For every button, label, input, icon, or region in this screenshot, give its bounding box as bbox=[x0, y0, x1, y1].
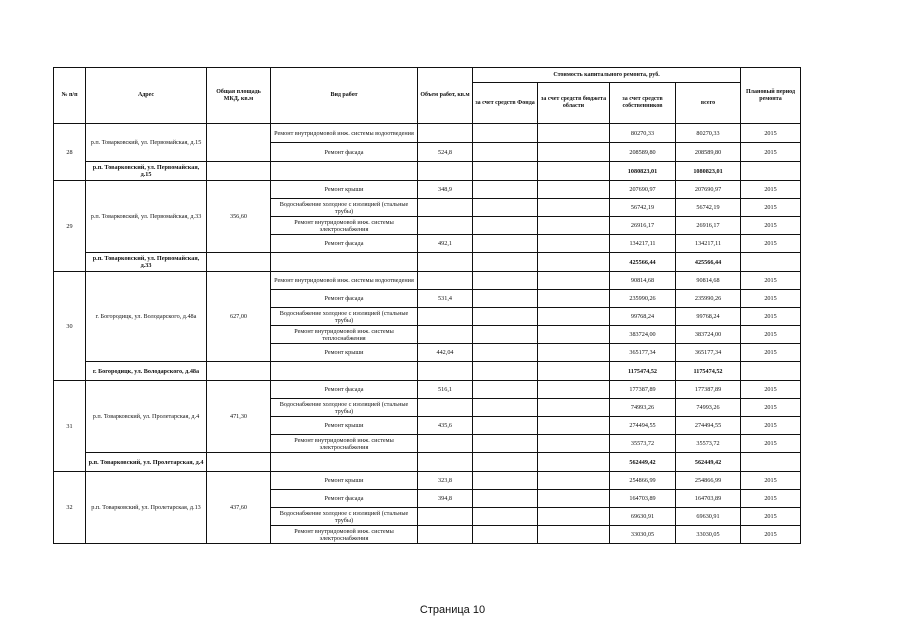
area-cell bbox=[207, 124, 271, 162]
header-area: Общая площадь МКД, кв.м bbox=[207, 68, 271, 124]
subtotal-region bbox=[538, 253, 610, 272]
volume-cell: 435,6 bbox=[418, 417, 473, 435]
total-cost-cell: 56742,19 bbox=[676, 199, 741, 217]
subtotal-address: г. Богородицк, ул. Володарского, д.48а bbox=[86, 362, 207, 381]
period-cell: 2015 bbox=[741, 417, 801, 435]
owners-cost-cell: 254866,99 bbox=[610, 472, 676, 490]
total-cost-cell: 177387,89 bbox=[676, 381, 741, 399]
owners-cost-cell: 164703,89 bbox=[610, 490, 676, 508]
fund-cell bbox=[473, 344, 538, 362]
work-type-cell: Водоснабжение холодное с изоляцией (стальные трубы) bbox=[271, 308, 418, 326]
work-type-cell: Ремонт крыши bbox=[271, 472, 418, 490]
region-budget-cell bbox=[538, 235, 610, 253]
region-budget-cell bbox=[538, 326, 610, 344]
subtotal-total: 1080823,01 bbox=[676, 162, 741, 181]
header-work-type: Вид работ bbox=[271, 68, 418, 124]
table-row bbox=[54, 381, 801, 399]
total-cost-cell: 99768,24 bbox=[676, 308, 741, 326]
total-cost-cell: 365177,34 bbox=[676, 344, 741, 362]
address-cell: р.п. Товарковский, ул. Пролетарская, д.4 bbox=[86, 381, 207, 453]
period-cell: 2015 bbox=[741, 272, 801, 290]
region-budget-cell bbox=[538, 344, 610, 362]
work-type-cell: Водоснабжение холодное с изоляцией (стальные трубы) bbox=[271, 199, 418, 217]
total-cost-cell: 274494,55 bbox=[676, 417, 741, 435]
period-cell: 2015 bbox=[741, 526, 801, 544]
address-cell: г. Богородицк, ул. Володарского, д.48а bbox=[86, 272, 207, 362]
fund-cell bbox=[473, 272, 538, 290]
volume-cell bbox=[418, 399, 473, 417]
work-type-cell: Ремонт внутридомовой инж. системы водоотведения bbox=[271, 272, 418, 290]
total-cost-cell: 80270,33 bbox=[676, 124, 741, 143]
address-cell: р.п. Товарковский, ул. Пролетарская, д.13 bbox=[86, 472, 207, 544]
work-type-cell: Ремонт фасада bbox=[271, 381, 418, 399]
work-type-cell: Ремонт внутридомовой инж. системы теплоснабжения bbox=[271, 326, 418, 344]
subtotal-total: 562449,42 bbox=[676, 453, 741, 472]
header-volume: Объем работ, кв.м bbox=[418, 68, 473, 124]
subtotal-work bbox=[271, 453, 418, 472]
volume-cell: 442,04 bbox=[418, 344, 473, 362]
volume-cell: 348,9 bbox=[418, 181, 473, 199]
table-row bbox=[54, 124, 801, 143]
fund-cell bbox=[473, 143, 538, 162]
total-cost-cell: 207690,97 bbox=[676, 181, 741, 199]
owners-cost-cell: 274494,55 bbox=[610, 417, 676, 435]
subtotal-row bbox=[54, 162, 801, 181]
owners-cost-cell: 26916,17 bbox=[610, 217, 676, 235]
subtotal-area bbox=[207, 253, 271, 272]
repair-plan-table bbox=[53, 67, 801, 544]
subtotal-period bbox=[741, 453, 801, 472]
period-cell: 2015 bbox=[741, 381, 801, 399]
header-address: Адрес bbox=[86, 68, 207, 124]
region-budget-cell bbox=[538, 308, 610, 326]
fund-cell bbox=[473, 526, 538, 544]
subtotal-region bbox=[538, 362, 610, 381]
row-number: 29 bbox=[54, 181, 86, 272]
region-budget-cell bbox=[538, 217, 610, 235]
fund-cell bbox=[473, 217, 538, 235]
period-cell: 2015 bbox=[741, 326, 801, 344]
total-cost-cell: 69630,91 bbox=[676, 508, 741, 526]
repair-plan-table-container bbox=[53, 67, 800, 544]
area-cell: 627,00 bbox=[207, 272, 271, 362]
table-row bbox=[54, 272, 801, 290]
subtotal-period bbox=[741, 253, 801, 272]
volume-cell bbox=[418, 308, 473, 326]
period-cell: 2015 bbox=[741, 124, 801, 143]
subtotal-fund bbox=[473, 453, 538, 472]
subtotal-fund bbox=[473, 162, 538, 181]
period-cell: 2015 bbox=[741, 217, 801, 235]
period-cell: 2015 bbox=[741, 199, 801, 217]
subtotal-row bbox=[54, 253, 801, 272]
region-budget-cell bbox=[538, 399, 610, 417]
subtotal-owners: 425566,44 bbox=[610, 253, 676, 272]
owners-cost-cell: 56742,19 bbox=[610, 199, 676, 217]
fund-cell bbox=[473, 435, 538, 453]
work-type-cell: Ремонт фасада bbox=[271, 235, 418, 253]
period-cell: 2015 bbox=[741, 290, 801, 308]
work-type-cell: Водоснабжение холодное с изоляцией (стальные трубы) bbox=[271, 399, 418, 417]
total-cost-cell: 26916,17 bbox=[676, 217, 741, 235]
region-budget-cell bbox=[538, 435, 610, 453]
work-type-cell: Ремонт фасада bbox=[271, 143, 418, 162]
owners-cost-cell: 33030,05 bbox=[610, 526, 676, 544]
area-cell: 437,60 bbox=[207, 472, 271, 544]
subtotal-owners: 1175474,52 bbox=[610, 362, 676, 381]
fund-cell bbox=[473, 472, 538, 490]
subtotal-work bbox=[271, 253, 418, 272]
subtotal-address: р.п. Товарковский, ул. Первомайская, д.15 bbox=[86, 162, 207, 181]
subtotal-volume bbox=[418, 453, 473, 472]
page-number: Страница 10 bbox=[419, 604, 486, 616]
owners-cost-cell: 99768,24 bbox=[610, 308, 676, 326]
work-type-cell: Ремонт внутридомовой инж. системы электроснабжения bbox=[271, 526, 418, 544]
fund-cell bbox=[473, 199, 538, 217]
region-budget-cell bbox=[538, 490, 610, 508]
volume-cell bbox=[418, 526, 473, 544]
total-cost-cell: 383724,00 bbox=[676, 326, 741, 344]
subtotal-address: р.п. Товарковский, ул. Пролетарская, д.4 bbox=[86, 453, 207, 472]
owners-cost-cell: 208589,80 bbox=[610, 143, 676, 162]
fund-cell bbox=[473, 124, 538, 143]
subtotal-volume bbox=[418, 162, 473, 181]
subtotal-total: 1175474,52 bbox=[676, 362, 741, 381]
subtotal-volume bbox=[418, 362, 473, 381]
period-cell: 2015 bbox=[741, 490, 801, 508]
owners-cost-cell: 90814,68 bbox=[610, 272, 676, 290]
subtotal-area bbox=[207, 362, 271, 381]
header-total: всего bbox=[676, 83, 741, 124]
total-cost-cell: 35573,72 bbox=[676, 435, 741, 453]
fund-cell bbox=[473, 308, 538, 326]
volume-cell: 516,1 bbox=[418, 381, 473, 399]
owners-cost-cell: 365177,34 bbox=[610, 344, 676, 362]
work-type-cell: Ремонт крыши bbox=[271, 344, 418, 362]
volume-cell bbox=[418, 326, 473, 344]
subtotal-region bbox=[538, 162, 610, 181]
header-period: Плановый период ремонта bbox=[741, 68, 801, 124]
period-cell: 2015 bbox=[741, 308, 801, 326]
table-row bbox=[54, 472, 801, 490]
region-budget-cell bbox=[538, 472, 610, 490]
owners-cost-cell: 383724,00 bbox=[610, 326, 676, 344]
volume-cell bbox=[418, 199, 473, 217]
owners-cost-cell: 35573,72 bbox=[610, 435, 676, 453]
total-cost-cell: 235990,26 bbox=[676, 290, 741, 308]
total-cost-cell: 134217,11 bbox=[676, 235, 741, 253]
subtotal-address: р.п. Товарковский, ул. Первомайская, д.33 bbox=[86, 253, 207, 272]
subtotal-period bbox=[741, 162, 801, 181]
period-cell: 2015 bbox=[741, 399, 801, 417]
work-type-cell: Ремонт крыши bbox=[271, 417, 418, 435]
period-cell: 2015 bbox=[741, 435, 801, 453]
owners-cost-cell: 235990,26 bbox=[610, 290, 676, 308]
fund-cell bbox=[473, 381, 538, 399]
owners-cost-cell: 74993,26 bbox=[610, 399, 676, 417]
work-type-cell: Ремонт крыши bbox=[271, 181, 418, 199]
subtotal-fund bbox=[473, 362, 538, 381]
subtotal-owners: 562449,42 bbox=[610, 453, 676, 472]
region-budget-cell bbox=[538, 143, 610, 162]
owners-cost-cell: 80270,33 bbox=[610, 124, 676, 143]
subtotal-work bbox=[271, 162, 418, 181]
row-number: 28 bbox=[54, 124, 86, 181]
region-budget-cell bbox=[538, 272, 610, 290]
header-owners: за счет средств собственников bbox=[610, 83, 676, 124]
area-cell: 356,60 bbox=[207, 181, 271, 253]
row-number: 30 bbox=[54, 272, 86, 381]
subtotal-area bbox=[207, 162, 271, 181]
region-budget-cell bbox=[538, 290, 610, 308]
region-budget-cell bbox=[538, 124, 610, 143]
work-type-cell: Ремонт внутридомовой инж. системы электроснабжения bbox=[271, 217, 418, 235]
owners-cost-cell: 134217,11 bbox=[610, 235, 676, 253]
volume-cell: 323,8 bbox=[418, 472, 473, 490]
subtotal-owners: 1080823,01 bbox=[610, 162, 676, 181]
volume-cell bbox=[418, 217, 473, 235]
fund-cell bbox=[473, 235, 538, 253]
fund-cell bbox=[473, 181, 538, 199]
fund-cell bbox=[473, 399, 538, 417]
volume-cell bbox=[418, 272, 473, 290]
work-type-cell: Ремонт фасада bbox=[271, 290, 418, 308]
subtotal-fund bbox=[473, 253, 538, 272]
subtotal-row bbox=[54, 453, 801, 472]
volume-cell: 394,8 bbox=[418, 490, 473, 508]
volume-cell bbox=[418, 435, 473, 453]
row-number: 31 bbox=[54, 381, 86, 472]
header-cost-group: Стоимость капитального ремонта, руб. bbox=[473, 68, 741, 83]
owners-cost-cell: 69630,91 bbox=[610, 508, 676, 526]
work-type-cell: Ремонт внутридомовой инж. системы водоотведения bbox=[271, 124, 418, 143]
volume-cell: 524,8 bbox=[418, 143, 473, 162]
total-cost-cell: 90814,68 bbox=[676, 272, 741, 290]
subtotal-volume bbox=[418, 253, 473, 272]
region-budget-cell bbox=[538, 526, 610, 544]
region-budget-cell bbox=[538, 199, 610, 217]
total-cost-cell: 164703,89 bbox=[676, 490, 741, 508]
fund-cell bbox=[473, 290, 538, 308]
fund-cell bbox=[473, 508, 538, 526]
period-cell: 2015 bbox=[741, 508, 801, 526]
region-budget-cell bbox=[538, 381, 610, 399]
subtotal-total: 425566,44 bbox=[676, 253, 741, 272]
address-cell: р.п. Товарковский, ул. Первомайская, д.15 bbox=[86, 124, 207, 162]
subtotal-work bbox=[271, 362, 418, 381]
header-region-budget: за счет средств бюджета области bbox=[538, 83, 610, 124]
fund-cell bbox=[473, 490, 538, 508]
volume-cell: 531,4 bbox=[418, 290, 473, 308]
work-type-cell: Водоснабжение холодное с изоляцией (стальные трубы) bbox=[271, 508, 418, 526]
volume-cell: 492,1 bbox=[418, 235, 473, 253]
subtotal-period bbox=[741, 362, 801, 381]
fund-cell bbox=[473, 417, 538, 435]
area-cell: 471,30 bbox=[207, 381, 271, 453]
volume-cell bbox=[418, 508, 473, 526]
period-cell: 2015 bbox=[741, 181, 801, 199]
owners-cost-cell: 207690,97 bbox=[610, 181, 676, 199]
period-cell: 2015 bbox=[741, 143, 801, 162]
total-cost-cell: 208589,80 bbox=[676, 143, 741, 162]
header-num: № п/п bbox=[54, 68, 86, 124]
header-fund: за счет средств Фонда bbox=[473, 83, 538, 124]
region-budget-cell bbox=[538, 417, 610, 435]
period-cell: 2015 bbox=[741, 472, 801, 490]
period-cell: 2015 bbox=[741, 344, 801, 362]
region-budget-cell bbox=[538, 508, 610, 526]
table-row bbox=[54, 181, 801, 199]
subtotal-row bbox=[54, 362, 801, 381]
volume-cell bbox=[418, 124, 473, 143]
period-cell: 2015 bbox=[741, 235, 801, 253]
work-type-cell: Ремонт внутридомовой инж. системы электроснабжения bbox=[271, 435, 418, 453]
fund-cell bbox=[473, 326, 538, 344]
table-body bbox=[54, 124, 801, 544]
subtotal-area bbox=[207, 453, 271, 472]
owners-cost-cell: 177387,89 bbox=[610, 381, 676, 399]
total-cost-cell: 254866,99 bbox=[676, 472, 741, 490]
subtotal-region bbox=[538, 453, 610, 472]
row-number: 32 bbox=[54, 472, 86, 544]
work-type-cell: Ремонт фасада bbox=[271, 490, 418, 508]
region-budget-cell bbox=[538, 181, 610, 199]
total-cost-cell: 74993,26 bbox=[676, 399, 741, 417]
total-cost-cell: 33030,05 bbox=[676, 526, 741, 544]
address-cell: р.п. Товарковский, ул. Первомайская, д.33 bbox=[86, 181, 207, 253]
